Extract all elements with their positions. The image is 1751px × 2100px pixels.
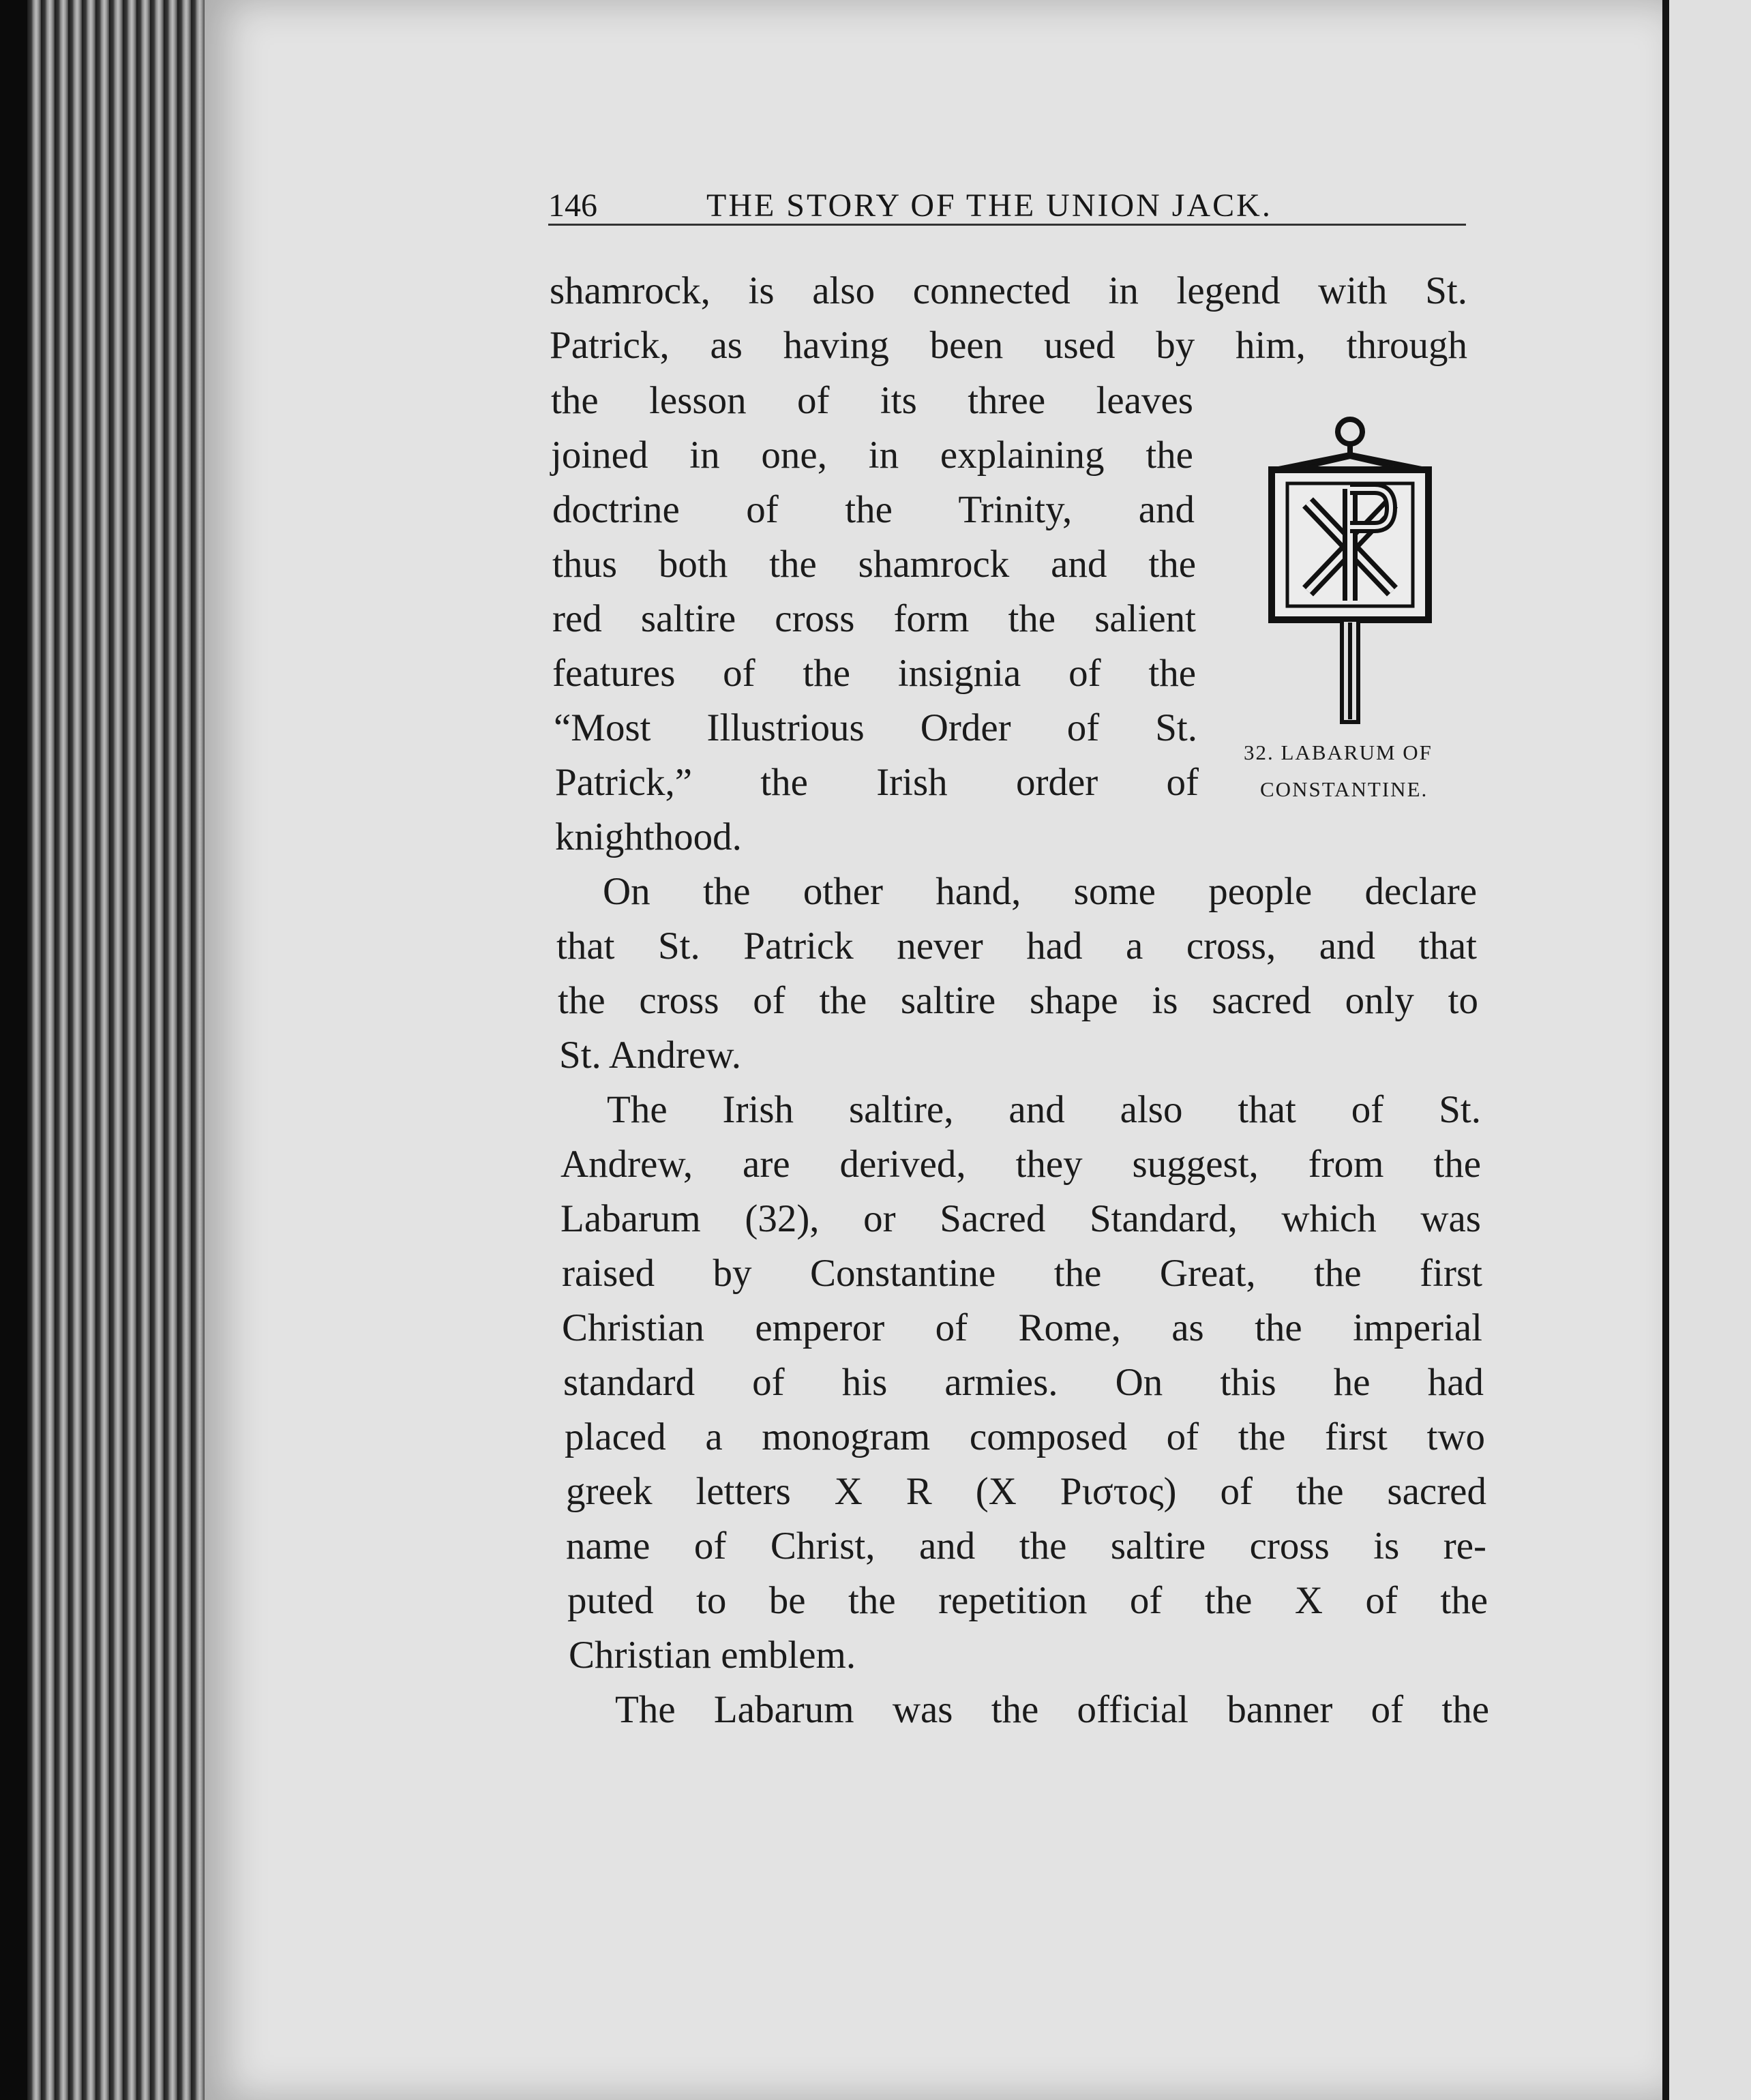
text-line: standard of his armies. On this he had: [563, 1361, 1484, 1404]
text-line: On the other hand, some people declare: [603, 870, 1477, 913]
caption-line: 32. LABARUM OF: [1244, 740, 1433, 764]
gutter-line: [1662, 0, 1669, 2100]
text-line: Patrick, as having been used by him, through: [550, 324, 1467, 367]
caption-line: CONSTANTINE.: [1260, 777, 1428, 801]
book-page: [205, 0, 1662, 2100]
text-line: joined in one, in explaining the: [551, 434, 1193, 477]
running-header: [548, 176, 1466, 226]
text-line: greek letters X R (X Ριστος) of the sacred: [566, 1470, 1486, 1513]
text-line: Labarum (32), or Sacred Standard, which was: [560, 1197, 1481, 1240]
book-page-edges: [27, 0, 205, 2100]
text-line: red saltire cross form the salient: [552, 597, 1196, 640]
text-line: The Labarum was the official banner of the: [615, 1688, 1489, 1731]
text-line: knighthood.: [555, 815, 742, 858]
text-line: placed a monogram composed of the first two: [565, 1415, 1485, 1458]
text-line: thus both the shamrock and the: [552, 543, 1196, 586]
text-line: doctrine of the Trinity, and: [552, 488, 1195, 531]
facing-page-strip: [1662, 0, 1751, 2100]
running-title: THE STORY OF THE UNION JACK.: [706, 188, 1272, 224]
text-line: “Most Illustrious Order of St.: [554, 706, 1197, 749]
labarum-illustration: [1261, 412, 1439, 726]
text-line: shamrock, is also connected in legend with St.: [550, 269, 1467, 312]
text-line: Patrick,” the Irish order of: [555, 761, 1199, 804]
page-number: 146: [548, 188, 597, 224]
text-line: The Irish saltire, and also that of St.: [607, 1088, 1481, 1131]
text-line: the cross of the saltire shape is sacred only to: [558, 979, 1478, 1022]
text-line: St. Andrew.: [559, 1034, 742, 1077]
text-line: raised by Constantine the Great, the first: [562, 1252, 1482, 1295]
text-line: the lesson of its three leaves: [551, 379, 1193, 422]
text-line: Christian emblem.: [569, 1634, 856, 1677]
text-line: Christian emperor of Rome, as the imperial: [562, 1306, 1482, 1349]
text-line: features of the insignia of the: [552, 652, 1196, 695]
text-line: puted to be the repetition of the X of the: [567, 1579, 1488, 1622]
labarum-figure: [1261, 412, 1439, 726]
text-line: name of Christ, and the saltire cross is re-: [566, 1525, 1486, 1567]
text-line: Andrew, are derived, they suggest, from the: [560, 1143, 1481, 1186]
text-line: that St. Patrick never had a cross, and that: [556, 925, 1477, 967]
